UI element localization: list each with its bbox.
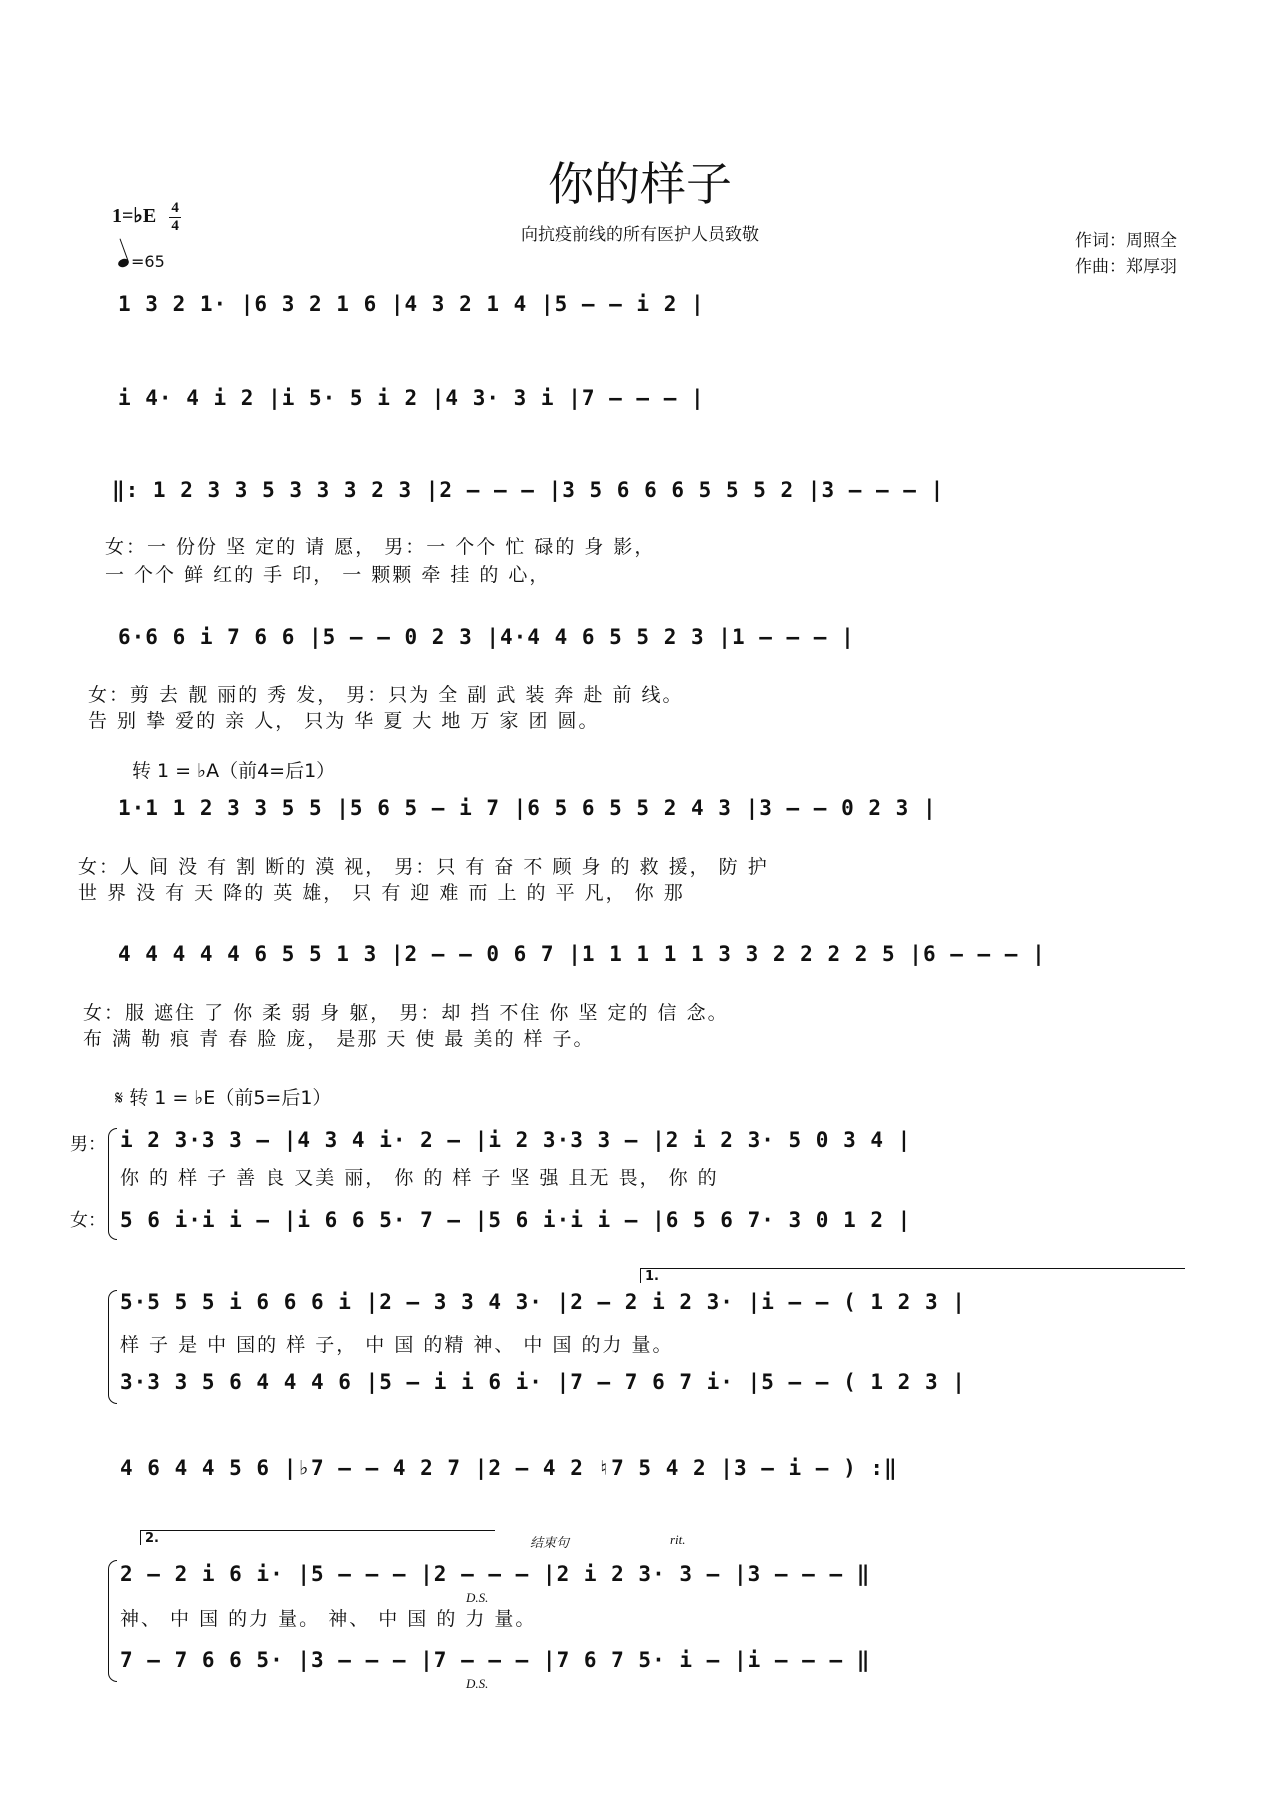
lyrics-line-3a: 女：一 份份 坚 定的 请 愿， 男：一 个个 忙 碌的 身 影， (105, 536, 656, 558)
system-brace-1 (108, 1128, 117, 1240)
second-ending-bracket: 2. (140, 1530, 495, 1545)
staff-line-6: 4 4 4 4 4 6 5 5 1 3 |2 – – 0 6 7 |1 1 1 1 1 3 3 2 2 2 2 5 |6 – – – | (118, 942, 1046, 966)
male-lyrics-7: 你 的 样 子 善 良 又美 丽， 你 的 样 子 坚 强 且无 畏， 你 的 (120, 1167, 719, 1189)
tempo-value: =65 (131, 252, 165, 271)
male-voice-label: 男： (70, 1134, 106, 1155)
staff-line-3: ‖: 1 2 3 3 5 3 3 3 2 3 |2 – – – |3 5 6 6 6 5 5 5 2 |3 – – – | (112, 478, 945, 502)
modulation-1: 转 1 = ♭A（前4=后1） (132, 760, 336, 782)
female-voice-label: 女： (70, 1210, 106, 1231)
male-lyrics-10: 神、 中 国 的力 量。 神、 中 国 的 力 量。 (120, 1608, 537, 1630)
lyrics-line-5b: 世 界 没 有 天 降的 英 雄， 只 有 迎 难 而 上 的 平 凡， 你 那 (78, 882, 685, 904)
quarter-note-icon (117, 257, 130, 268)
system-brace-2 (108, 1290, 117, 1404)
staff-line-1: 1 3 2 1· |6 3 2 1 6 |4 3 2 1 4 |5 – – i 2 | (118, 292, 705, 316)
male-lyrics-8: 样 子 是 中 国的 样 子， 中 国 的精 神、 中 国 的力 量。 (120, 1334, 674, 1356)
male-staff-10: 2 – 2 i 6 i· |5 – – – |2 – – – |2 i 2 3· 3 – |3 – – – ‖ (120, 1562, 871, 1586)
staff-line-9: 4 6 4 4 5 6 |♭7 – – 4 2 7 |2 – 4 2 ♮7 5 4 2 |3 – i – ) :‖ (120, 1456, 898, 1480)
male-staff-8: 5·5 5 5 i 6 6 6 i |2 – 3 3 4 3· |2 – 2 i 2 3· |i – – ( 1 2 3 | (120, 1290, 966, 1314)
ritardando-mark: rit. (670, 1532, 686, 1547)
song-dedication: 向抗疫前线的所有医护人员致敬 (521, 225, 759, 245)
segno-icon: 𝄋 (115, 1087, 124, 1109)
time-top: 4 (171, 200, 179, 216)
female-staff-7: 5 6 i·i i – |i 6 6 5· 7 – |5 6 i·i i – |6 5 6 7· 3 0 1 2 | (120, 1208, 912, 1232)
male-staff-7: i 2 3·3 3 – |4 3 4 i· 2 – |i 2 3·3 3 – |2 i 2 3· 5 0 3 4 | (120, 1128, 912, 1152)
song-title: 你的样子 (548, 157, 732, 211)
female-staff-10: 7 – 7 6 6 5· |3 – – – |7 – – – |7 6 7 5· i – |i – – – ‖ (120, 1648, 871, 1672)
modulation-2-text: 转 1 = ♭E（前5=后1） (129, 1087, 332, 1109)
key-label: 1=♭E (112, 205, 157, 228)
staff-line-5: 1·1 1 2 3 3 5 5 |5 6 5 – i 7 |6 5 6 5 5 2 4 3 |3 – – 0 2 3 | (118, 796, 937, 820)
lyrics-line-6a: 女：服 遮住 了 你 柔 弱 身 躯， 男：却 挡 不住 你 坚 定的 信 念。 (83, 1002, 729, 1024)
key-signature (112, 200, 181, 235)
ds-mark-male: D.S. (466, 1590, 489, 1605)
time-signature (169, 200, 181, 235)
system-brace-3 (108, 1560, 117, 1682)
lyrics-line-4b: 告 别 挚 爱的 亲 人， 只为 华 夏 大 地 万 家 团 圆。 (88, 710, 600, 732)
time-bottom: 4 (171, 218, 179, 234)
lyricist-credit: 作词：周照全 (1075, 231, 1177, 251)
ds-mark-female: D.S. (466, 1676, 489, 1691)
staff-line-2: i 4· 4 i 2 |i 5· 5 i 2 |4 3· 3 i |7 – – – | (118, 386, 705, 410)
coda-label: 结束句 (530, 1535, 570, 1550)
modulation-2 (115, 1083, 331, 1110)
lyrics-line-6b: 布 满 勒 痕 青 春 脸 庞， 是那 天 使 最 美的 样 子。 (83, 1028, 595, 1050)
lyrics-line-4a: 女：剪 去 靓 丽的 秀 发， 男：只为 全 副 武 装 奔 赴 前 线。 (88, 684, 684, 706)
lyrics-line-3b: 一 个个 鲜 红的 手 印， 一 颗颗 牵 挂 的 心， (105, 564, 551, 586)
tempo-marking (118, 252, 165, 271)
lyrics-line-5a: 女：人 间 没 有 割 断的 漠 视， 男：只 有 奋 不 顾 身 的 救 援， 防 护 (78, 856, 769, 878)
composer-credit: 作曲：郑厚羽 (1075, 257, 1177, 277)
credits (1075, 228, 1177, 280)
staff-line-4: 6·6 6 i 7 6 6 |5 – – 0 2 3 |4·4 4 6 5 5 2 3 |1 – – – | (118, 625, 855, 649)
female-staff-8: 3·3 3 5 6 4 4 4 6 |5 – i i 6 i· |7 – 7 6 7 i· |5 – – ( 1 2 3 | (120, 1370, 966, 1394)
first-ending-bracket: 1. (640, 1268, 1185, 1283)
